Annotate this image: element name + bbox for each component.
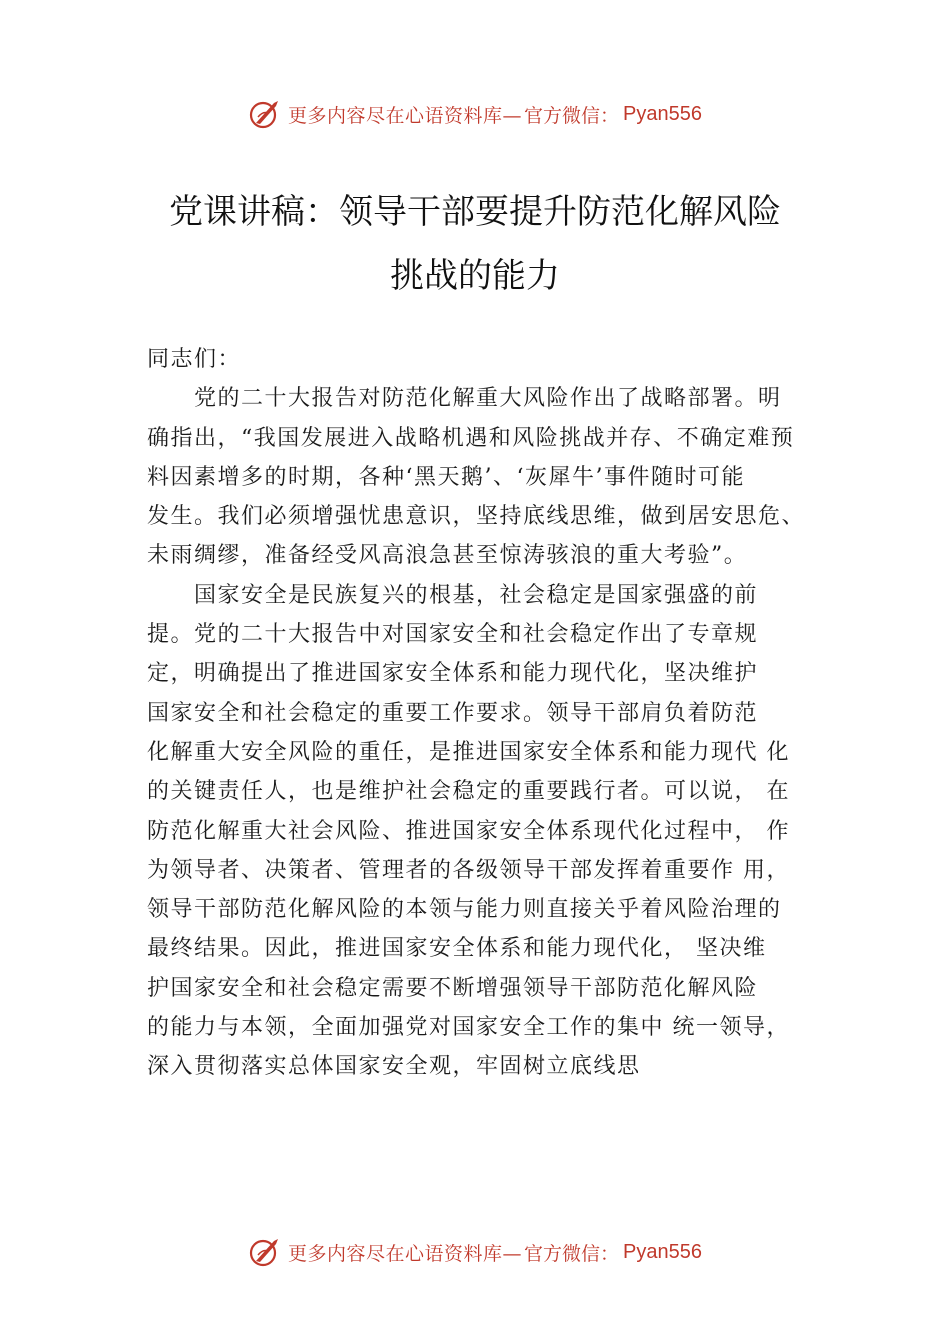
quill-logo-icon (248, 97, 282, 131)
banner-text: 更多内容尽在心语资料库— (288, 1242, 523, 1265)
header-banner (0, 94, 950, 134)
quill-logo-icon (248, 1235, 282, 1269)
body-line: 党的二十大报告对防范化解重大风险作出了战略部署。明 (147, 386, 782, 412)
body-line: 国家安全是民族复兴的根基，社会稳定是国家强盛的前 (147, 582, 759, 608)
document-body (147, 340, 837, 1087)
body-line: 最终结果。因此，推进国家安全体系和能力现代化， 坚决维 (147, 936, 767, 962)
body-line: 未雨绸缪，准备经受风高浪急甚至惊涛骇浪的重大考验”。 (147, 543, 748, 569)
body-line: 定，明确提出了推进国家安全体系和能力现代化，坚决维护 (147, 661, 759, 687)
footer-banner (0, 1232, 950, 1272)
body-line: 同志们： (147, 347, 242, 372)
body-line: 领导干部防范化解风险的本领与能力则直接关乎着风险治理的 (147, 897, 782, 923)
body-line: 深入贯彻落实总体国家安全观，牢固树立底线思 (147, 1054, 641, 1080)
body-line: 的能力与本领，全面加强党对国家安全工作的集中 统一领导， (147, 1015, 790, 1041)
body-line: 发生。我们必须增强忧患意识，坚持底线思维，做到居安思危、 (147, 504, 806, 530)
wechat-id: Pyan556 (623, 1240, 702, 1263)
title-line-2: 挑战的能力 (390, 256, 560, 296)
body-line: 化解重大安全风险的重任，是推进国家安全体系和能力现代 化 (147, 739, 790, 765)
body-line: 护国家安全和社会稳定需要不断增强领导干部防范化解风险 (147, 975, 759, 1001)
body-line: 为领导者、决策者、管理者的各级领导干部发挥着重要作 用， (147, 857, 790, 883)
body-line: 国家安全和社会稳定的重要工作要求。领导干部肩负着防范 (147, 700, 759, 726)
wechat-label: 官方微信： (524, 1242, 620, 1265)
body-line: 防范化解重大社会风险、推进国家安全体系现代化过程中， 作 (147, 818, 790, 844)
body-line: 的关键责任人，也是维护社会稳定的重要践行者。可以说， 在 (147, 779, 790, 805)
wechat-label: 官方微信： (524, 104, 620, 127)
body-line: 提。党的二十大报告中对国家安全和社会稳定作出了专章规 (147, 622, 759, 648)
wechat-id: Pyan556 (623, 102, 702, 125)
banner-text: 更多内容尽在心语资料库— (288, 104, 523, 127)
title-line-1: 党课讲稿：领导干部要提升防范化解风险 (169, 192, 781, 232)
document-title (0, 180, 950, 308)
body-line: 料因素增多的时期，各种‘黑天鹅’、‘灰犀牛’事件随时可能 (147, 464, 745, 490)
body-line: 确指出，“我国发展进入战略机遇和风险挑战并存、不确定难预 (147, 425, 795, 451)
